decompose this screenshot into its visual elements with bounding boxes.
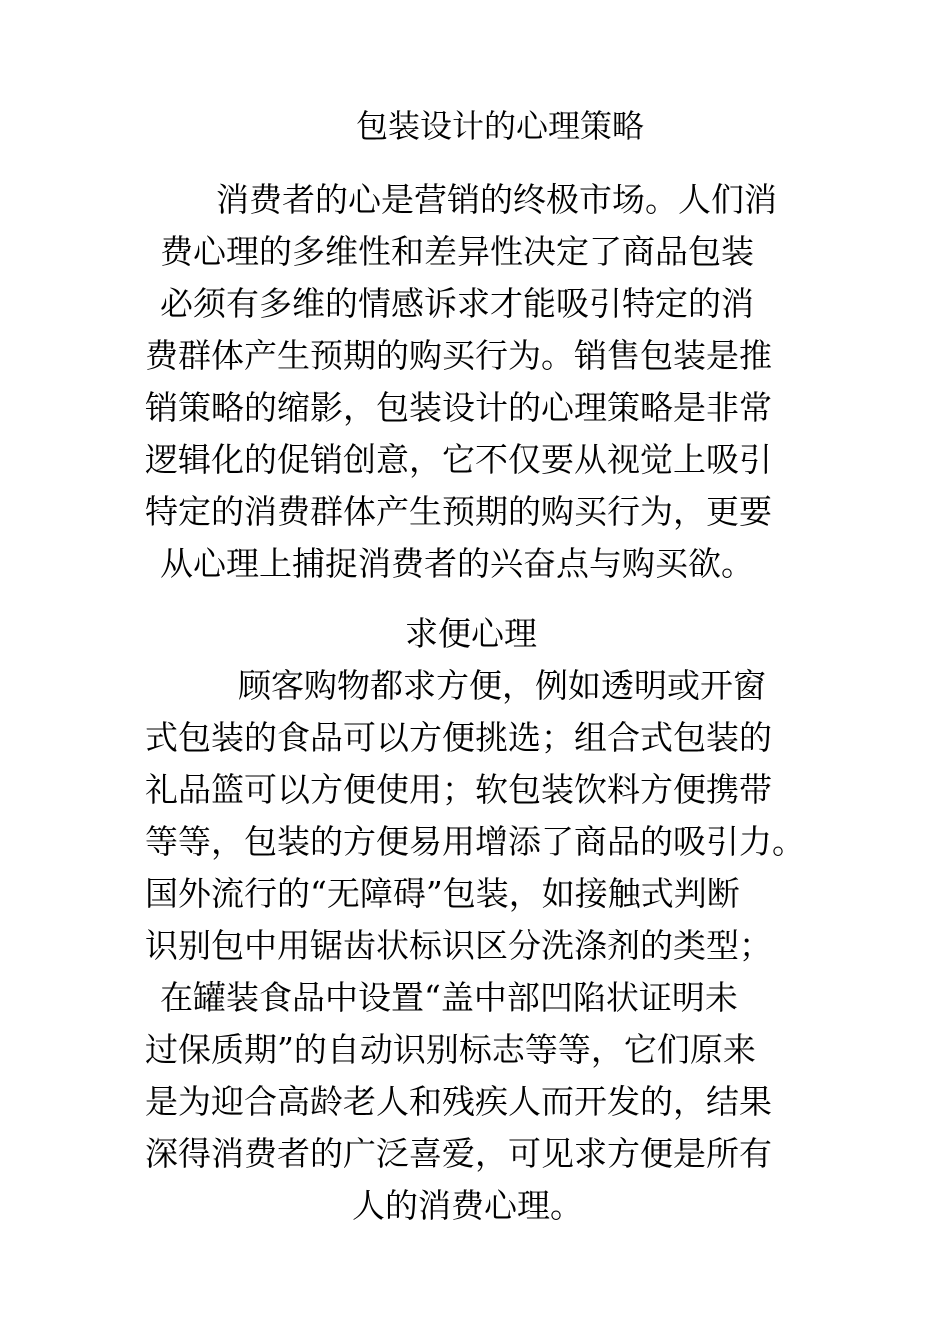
paragraph-line: 特定的消费群体产生预期的购买行为，更要: [145, 492, 772, 531]
paragraph-line: 等等，包装的方便易用增添了商品的吸引力。: [145, 822, 805, 861]
paragraph-line: 销策略的缩影，包装设计的心理策略是非常: [145, 388, 772, 427]
paragraph-line: 礼品篮可以方便使用；软包装饮料方便携带: [145, 770, 772, 809]
paragraph-line: 费群体产生预期的购买行为。销售包装是推: [145, 336, 772, 375]
paragraph-line: 深得消费者的广泛喜爱，可见求方便是所有: [145, 1134, 772, 1173]
paragraph-line: 顾客购物都求方便，例如透明或开窗: [238, 666, 766, 705]
paragraph-line: 过保质期”的自动识别标志等等，它们原来: [145, 1030, 756, 1069]
paragraph-line: 逻辑化的促销创意，它不仅要从视觉上吸引: [145, 440, 772, 479]
paragraph-line: 是为迎合高龄老人和残疾人而开发的，结果: [145, 1082, 772, 1121]
paragraph-line: 费心理的多维性和差异性决定了商品包装: [160, 232, 754, 271]
paragraph-line: 式包装的食品可以方便挑选；组合式包装的: [145, 718, 772, 757]
paragraph-line: 消费者的心是营销的终极市场。人们消: [216, 180, 777, 219]
paragraph-line: 从心理上捕捉消费者的兴奋点与购买欲。: [160, 544, 754, 583]
paragraph-line: 必须有多维的情感诉求才能吸引特定的消: [160, 284, 754, 323]
paragraph-line: 在罐装食品中设置“盖中部凹陷状证明未: [160, 978, 738, 1017]
paragraph-line: 人的消费心理。: [352, 1186, 583, 1225]
paragraph-line: 识别包中用锯齿状标识区分洗涤剂的类型；: [145, 926, 772, 965]
section-heading: 求便心理: [405, 614, 537, 653]
document-title: 包装设计的心理策略: [356, 107, 645, 145]
paragraph-line: 国外流行的“无障碍”包装，如接触式判断: [145, 874, 740, 913]
